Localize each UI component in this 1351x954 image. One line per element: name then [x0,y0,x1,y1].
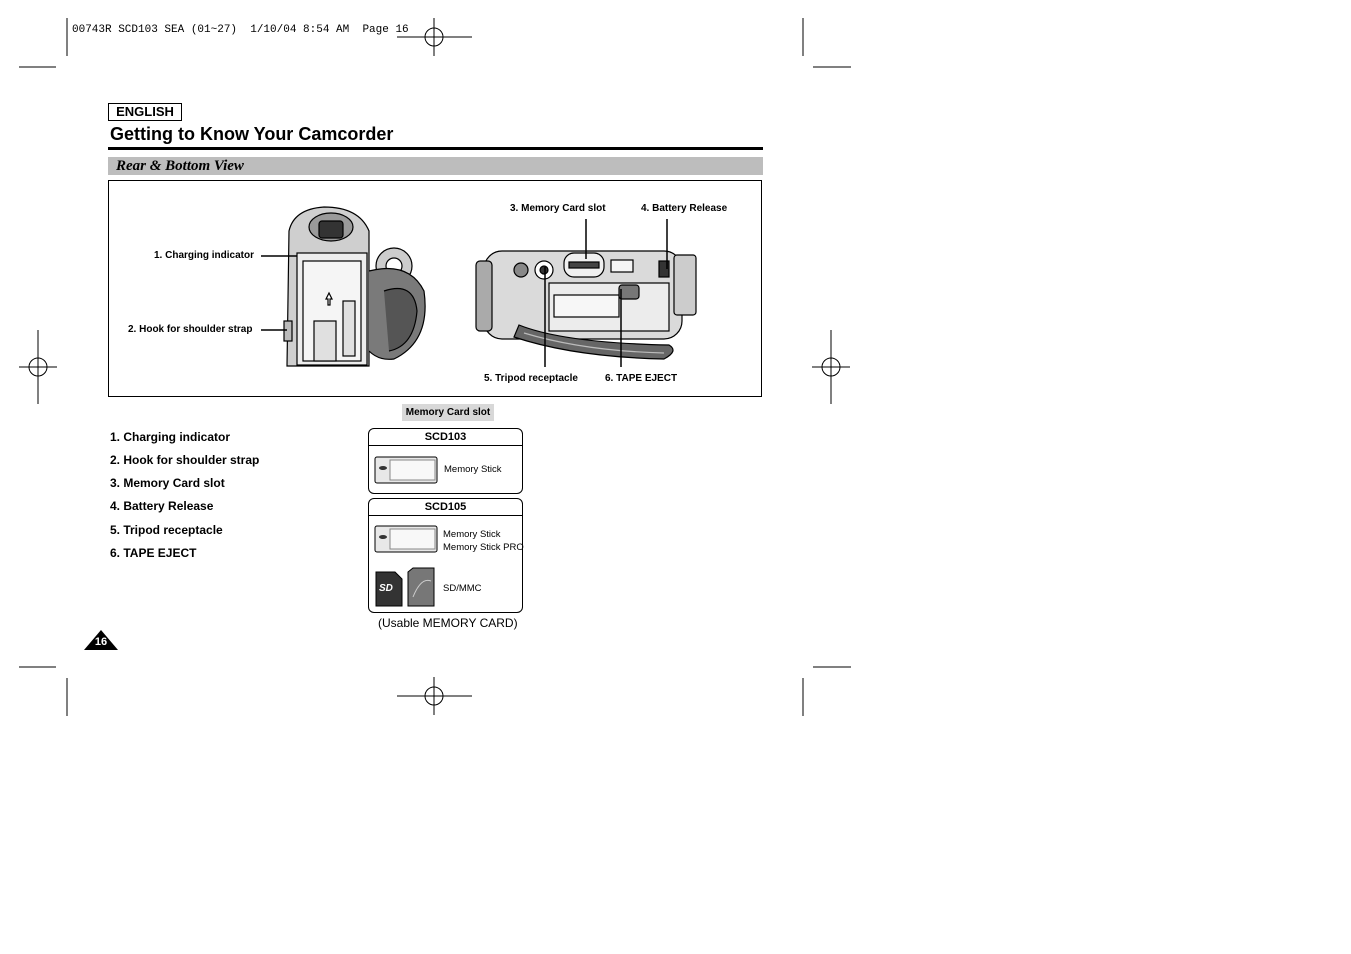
memory-stick-pro-icon [374,525,438,553]
print-slug: 00743R SCD103 SEA (01~27) 1/10/04 8:54 AM Page 16 [72,24,409,36]
mmc-card-icon [407,567,435,607]
rear-bottom-diagram [108,180,762,397]
scd105-card-box [368,498,523,613]
title-rule [108,147,763,150]
sd-card-icon [375,571,403,607]
callout-tape-eject: 6. TAPE EJECT [605,373,678,384]
list-item: 1. Charging indicator [110,430,231,444]
card-type-label: Memory Stick [443,529,501,540]
callout-memory-card-slot: 3. Memory Card slot [510,203,606,214]
page-title: Getting to Know Your Camcorder [110,124,394,144]
list-item: 6. TAPE EJECT [110,546,197,560]
section-title: Rear & Bottom View [116,158,244,174]
list-item: 5. Tripod receptacle [110,523,223,537]
callout-tripod-receptacle: 5. Tripod receptacle [484,373,578,384]
model-name: SCD103 [369,429,522,446]
callout-charging-indicator: 1. Charging indicator [154,250,255,261]
callout-shoulder-strap-hook: 2. Hook for shoulder strap [128,324,253,335]
card-type-label: Memory Stick PRO [443,542,524,553]
list-item: 3. Memory Card slot [110,476,225,490]
language-label: ENGLISH [108,103,182,121]
card-type-label: Memory Stick [444,464,502,475]
model-name: SCD105 [369,499,522,516]
memory-stick-icon [374,456,438,484]
card-type-label: SD/MMC [443,583,482,594]
section-bar [108,157,763,175]
page-number-badge [84,630,118,650]
page-number: 16 [94,636,108,648]
svg-text:SD: SD [379,583,393,594]
scd103-card-box [368,428,523,494]
usable-memory-card-caption: (Usable MEMORY CARD) [378,616,518,630]
memory-card-slot-heading: Memory Card slot [402,404,494,421]
list-item: 4. Battery Release [110,499,214,513]
callout-battery-release: 4. Battery Release [641,203,728,214]
list-item: 2. Hook for shoulder strap [110,453,260,467]
